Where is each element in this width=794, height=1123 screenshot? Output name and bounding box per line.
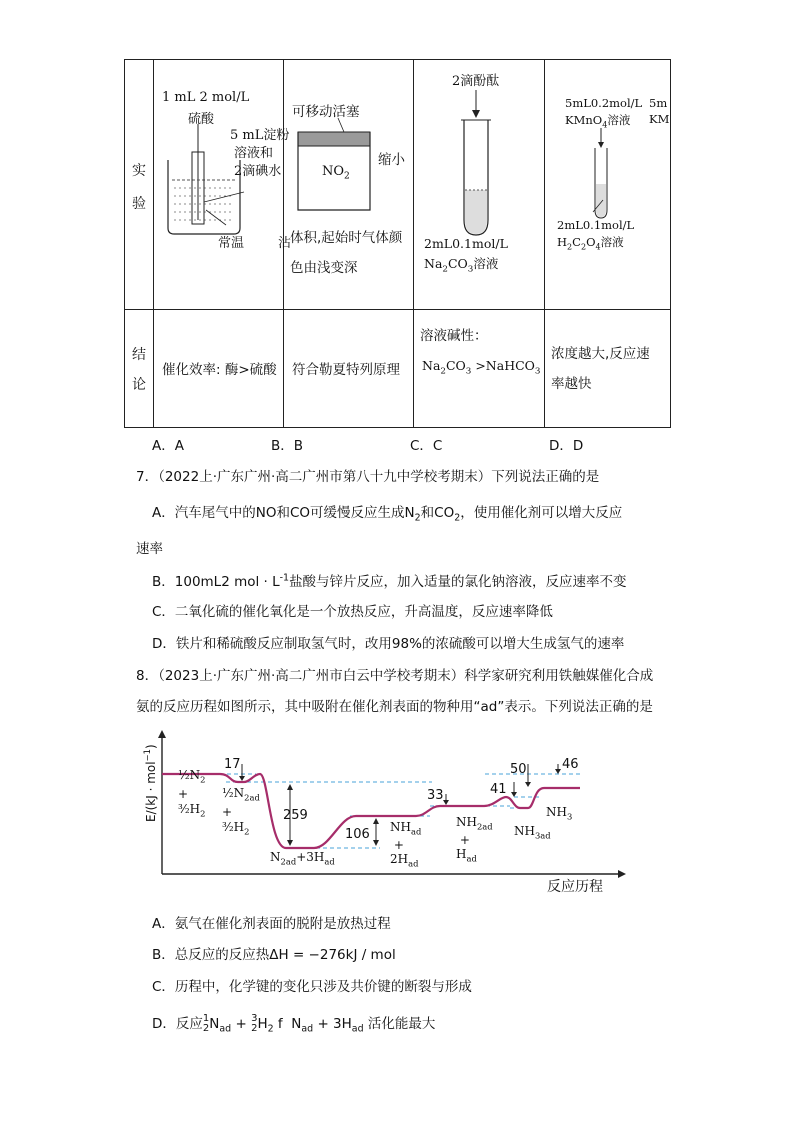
value-33: 33 [427,788,444,803]
value-50: 50 [510,762,527,777]
species-nhad-2had: $NH_{ad}$ + $2H_{ad}$ [390,820,422,869]
q7-option-a-cont: 速率 [136,541,163,557]
species-n2ad-h2: $\frac{1}{2}N_{2ad}$ + $^3⁄_2H_2$ [222,786,260,837]
q7-option-b[interactable]: B．100mL2 mol · $L^{-1}$盐酸与锌片反应，加入适量的氯化钠溶液，反应速率不变 [152,572,627,590]
tube-liquid [465,190,487,234]
oxalic-label-2: $H_2C_2O_4$溶液 [557,235,624,252]
conclusion-text: 溶液碱性： [420,328,488,344]
value-41: 41 [490,782,507,797]
kmno4-label-2: KMnO$_4$溶液 [565,113,631,130]
experiment-cell-a [154,60,292,310]
q8-option-b[interactable]: B．总反应的反应热ΔH = −276kJ / mol [152,947,396,963]
row-label-char: 验 [132,196,146,212]
gas-label: $NO_2$ [322,164,350,182]
experiment-cell-b [284,60,414,310]
y-axis-arrow [158,730,166,738]
drop-arrow-head [598,142,604,148]
acid-label: 1 mL 2 mol/L [162,90,250,105]
conclusion-text-2: 率越快 [551,376,592,392]
oxalic-label: 2mL0.1mol/L [557,218,635,232]
y-axis-label: E/(kJ · mol$^{-1}$) [142,744,158,822]
row-label-char: 论 [132,377,146,393]
q7-option-c[interactable]: C．二氧化硫的催化氧化是一个放热反应，升高温度，反应速率降低 [152,604,553,620]
conclusion-cell-b [284,310,414,428]
conclusion-formula: $Na_2CO_3$ >NaHCO$_3$ [422,358,541,377]
value-259: 259 [283,808,308,823]
q8-option-d[interactable]: D．反应1 $2N_{ad} + 3$ $2H_2$ f $N_{ad} + 3H_{ad}$ 活化能最大 [152,1013,436,1035]
value-46: 46 [562,757,579,772]
cut-label: 5m [649,96,668,110]
reagent-label: 2滴酚酞 [452,74,500,89]
solution-label-2: $Na_2CO_3$溶液 [424,256,499,275]
starch-label: 5 mL淀粉 [230,128,290,143]
conclusion-text: 催化效率: 酶>硫酸 [162,362,277,378]
row-label-conclusion [125,310,154,428]
value-17: 17 [224,757,241,772]
row-label-char: 实 [132,163,146,179]
conclusion-text: 符合勒夏特列原理 [292,362,400,378]
species-n2-h2: $\frac{1}{2}N_2$ + $^3⁄_2H_2$ [178,768,206,819]
drop-arrow-head [472,110,480,118]
q8-stem: 8．（2023上·广东广州·高二广州市白云中学校考期末）科学家研究利用铁触媒催化合成 [136,668,654,684]
starch-label-3: 2滴碘水 [234,164,282,179]
q6-option-c[interactable]: C．C [410,438,443,454]
experiment-cell-d [545,60,671,310]
species-nh3ad: $NH_{3ad}$ [514,824,551,841]
conclusion-cell-d [545,310,671,428]
kmno4-label: 5mL0.2mol/L [565,96,643,110]
q8-option-a[interactable]: A．氨气在催化剂表面的脱附是放热过程 [152,916,391,932]
piston-label: 可移动活塞 [292,104,360,120]
q7-option-a[interactable]: A．汽车尾气中的NO和CO可缓慢反应生成$N_2$和$CO_2$，使用催化剂可以增大反应 [152,505,623,524]
color-note: 体积,起始时气体颜 [290,230,403,246]
acid-label-2: 硫酸 [188,112,215,127]
q6-option-b[interactable]: B．B [271,438,304,454]
value-106: 106 [345,827,370,842]
q8-option-c[interactable]: C．历程中，化学键的变化只涉及共价键的断裂与形成 [152,979,472,995]
label-pointer [204,192,244,202]
color-note-2: 色由浅变深 [290,260,358,276]
row-label-experiment [125,60,154,310]
piston [298,132,370,146]
piston-pointer [338,118,344,132]
cut-label: 沾 [278,236,292,251]
species-nh3: $NH_3$ [546,805,573,822]
q7-option-d[interactable]: D．铁片和稀硫酸反应制取氢气时，改用98%的浓硫酸可以增大生成氢气的速率 [152,636,625,652]
x-axis-label: 反应历程 [547,879,603,895]
temp-label: 常温 [218,236,245,251]
species-n2ad-3had: $N_{2ad}+3H_{ad}$ [270,850,335,867]
conclusion-cell-a [154,310,284,428]
tube-illustration-d [545,60,671,310]
species-nh2ad-had: $NH_{2ad}$ + $H_{ad}$ [456,815,493,864]
experiment-cell-c [414,60,545,310]
solution-label: 2mL0.1mol/L [424,236,508,251]
conclusion-text: 浓度越大,反应速 [551,346,650,362]
q8-stem-2: 氨的反应历程如图所示，其中吸附在催化剂表面的物种用“ad”表示。下列说法正确的是 [136,699,653,715]
row-label-char: 结 [132,347,146,363]
starch-label-2: 溶液和 [234,146,274,161]
q6-option-a[interactable]: A．A [152,438,184,454]
cut-label-2: KM [649,112,670,126]
x-axis-arrow [618,870,626,878]
tube-liquid [596,184,606,217]
conclusion-cell-c [414,310,545,428]
q7-stem: 7．（2022上·广东广州·高二广州市第八十九中学校考期末）下列说法正确的是 [136,469,600,485]
beaker-illustration [154,60,284,310]
q6-option-d[interactable]: D．D [549,438,584,454]
shrink-label: 缩小 [378,152,405,168]
experiment-table [124,59,671,428]
